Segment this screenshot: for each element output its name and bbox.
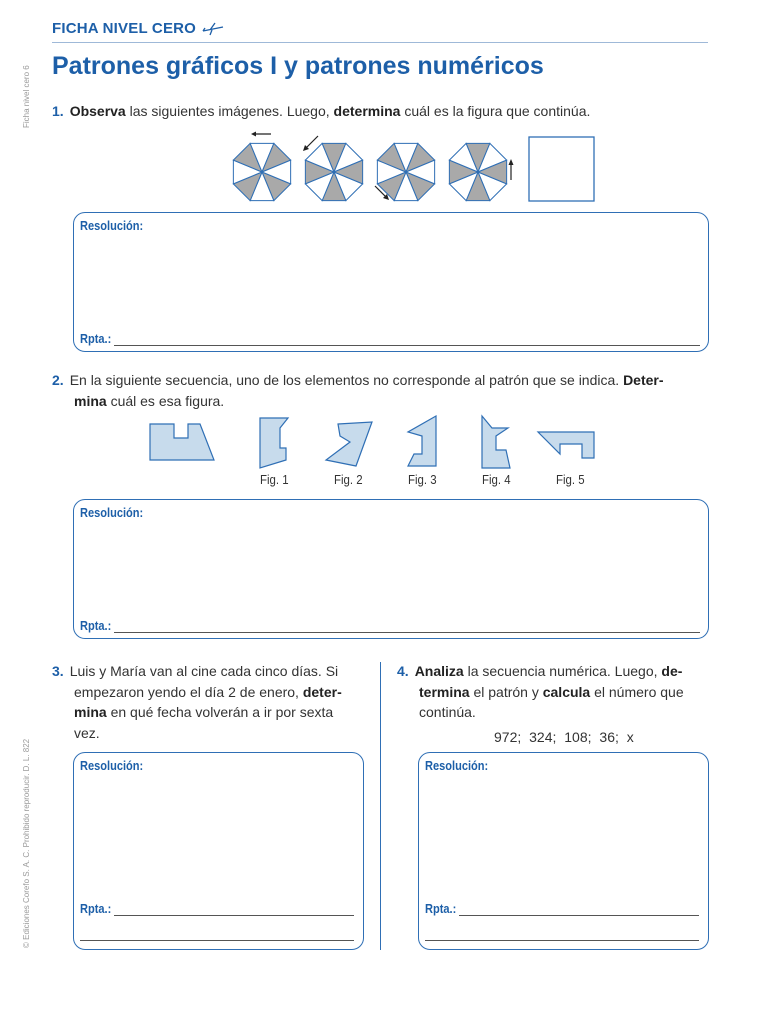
keyword: Observa (69, 103, 126, 119)
figure-label: Fig. 4 (482, 472, 511, 487)
header-rule (52, 42, 708, 43)
header-label (52, 20, 224, 37)
keyword: determina (333, 103, 401, 119)
answer-label: Rpta.: (425, 901, 457, 916)
octagon-figure (305, 143, 362, 200)
question-1: 1. Observa las siguientes imágenes. Luego, determina cuál es la figura que continúa. (52, 103, 591, 119)
figure-label: Fig. 5 (556, 472, 585, 487)
arrow-up-icon (509, 159, 514, 180)
shape-fig-1 (260, 418, 288, 468)
resolution-label: Resolución: (80, 505, 144, 520)
resolution-box-1[interactable] (73, 212, 709, 352)
figure-label: Fig. 3 (408, 472, 437, 487)
resolution-label: Resolución: (80, 758, 144, 773)
question-4: 4. Analiza la secuencia numérica. Luego, de- termina el patrón y calcula el número que continúa. (397, 663, 684, 720)
answer-label: Rpta.: (80, 618, 112, 633)
question-number: 1. (52, 103, 64, 119)
figure-label: Fig. 1 (260, 472, 289, 487)
keyword: calcula (542, 683, 591, 700)
resolution-box-2[interactable] (73, 499, 709, 639)
answer-line (425, 940, 699, 941)
question-number: 2. (52, 372, 64, 388)
keyword: Deter- (623, 372, 664, 388)
answer-line (459, 915, 699, 916)
keyword: mina (74, 704, 107, 720)
keyword: Analiza (414, 663, 464, 679)
keyword: deter- (302, 683, 342, 700)
answer-line (114, 345, 700, 346)
answer-line (114, 632, 700, 633)
resolution-label: Resolución: (80, 218, 144, 233)
number-sequence: 972; 324; 108; 36; x (494, 729, 634, 745)
side-note-top: Ficha nivel cero 6 (22, 65, 31, 128)
figure-sequence (140, 410, 610, 474)
answer-square (529, 137, 594, 201)
side-note-copyright: © Ediciones Corefo S. A. C. Prohibido reproducir. D. L. 822 (22, 738, 31, 948)
keyword: mina (74, 392, 107, 409)
arrow-left-icon (251, 132, 271, 137)
resolution-box-3[interactable] (73, 752, 364, 950)
keyword: de- (661, 663, 683, 679)
shape-fig-5 (538, 432, 594, 458)
octagon-figure (449, 143, 506, 200)
shape-initial (150, 424, 214, 460)
octagon-sequence (225, 128, 605, 208)
resolution-box-4[interactable] (418, 752, 709, 950)
resolution-label: Resolución: (425, 758, 489, 773)
question-2: 2. En la siguiente secuencia, uno de los elementos no corresponde al patrón que se indica. Deter- mina cuál es esa figura. (52, 372, 664, 409)
shape-fig-3 (408, 416, 436, 466)
page-title: Patrones gráficos I y patrones numéricos (52, 52, 544, 80)
question-number: 3. (52, 663, 64, 679)
question-number: 4. (397, 663, 409, 679)
answer-label: Rpta.: (80, 901, 112, 916)
plane-icon (202, 22, 224, 36)
header-text: FICHA NIVEL CERO (52, 20, 197, 37)
answer-label: Rpta.: (80, 331, 112, 346)
shape-fig-4 (482, 416, 510, 468)
octagon-figure (233, 143, 290, 200)
octagon-figure (377, 143, 434, 200)
question-3: 3. Luis y María van al cine cada cinco días. Si empezaron yendo el día 2 de enero, deter- mina en qué fecha volverán a ir por sexta vez. (52, 663, 342, 741)
keyword: termina (419, 683, 470, 700)
answer-line (114, 915, 354, 916)
column-divider (380, 662, 381, 950)
shape-fig-2 (326, 422, 372, 466)
arrow-down-left-icon (303, 136, 318, 151)
figure-label: Fig. 2 (334, 472, 363, 487)
answer-line (80, 940, 354, 941)
